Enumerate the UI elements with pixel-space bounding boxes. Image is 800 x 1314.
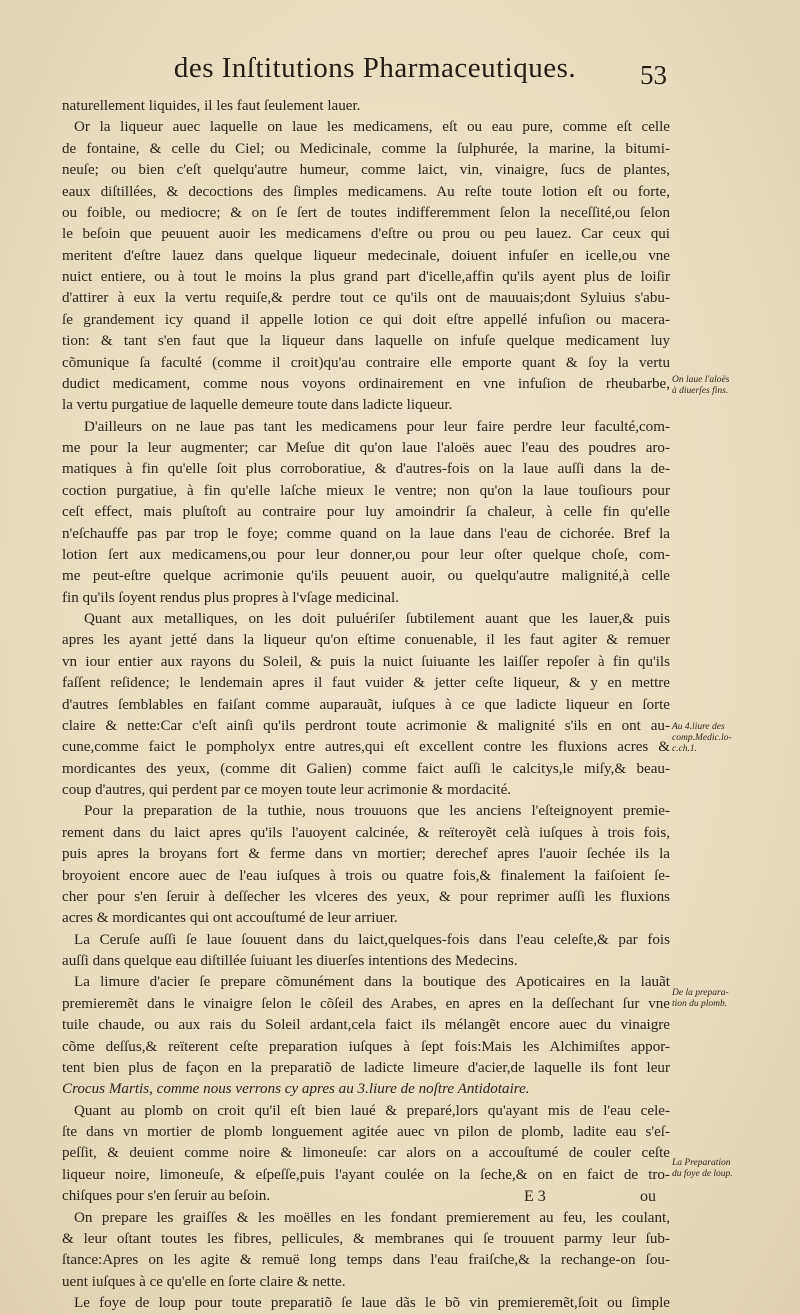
catchword: ou [640,1188,656,1205]
margin-note-line: tion du plomb. [672,999,728,1009]
text-line: de fontaine, & celle du Ciel; ou Medicinale, comme la ſulphurée, la marine, la bitumi- [62,140,670,157]
margin-note-line: La Preparation [672,1158,731,1168]
text-line: neuſe; ou bien c'eſt quelqu'autre humeur, comme laict, vin, vinaigre, ſucs de plantes, [62,162,670,179]
text-line: Le foye de loup pour toute preparatiõ ſe laue dãs le bõ vin premieremẽt,ſoit ou ſimple [74,1295,670,1311]
text-line: naturellement liquides, il les faut ſeulement lauer. [62,98,361,114]
signature-mark: E 3 [524,1188,546,1205]
text-line: peſſit, & deuient comme noire & limoneuſe: car alors on a accouſtumé de couler ceſte [62,1145,670,1162]
text-line: D'ailleurs on ne laue pas tant les medicamens pour leur faire perdre leur faculté,com- [84,418,670,435]
text-line: fin qu'ils ſoyent rendus plus propres à l'vſage medicinal. [62,589,400,606]
text-line: le beſoin que peuuent auoir les medicamens d'eſtre ou prou ou peu lauez. Car ceux qui [62,226,670,243]
text-line: ceſt effect, mais pluſtoſt au contraire pour luy amoindrir ſa chaleur, à celle fin qu'elle [62,504,670,521]
text-line: la vertu purgatiue de laquelle demeure toute dans ladicte liqueur. [62,397,453,414]
main-text [62,96,670,1314]
text-line: premieremẽt dans le vinaigre ſelon le cõſeil des Arabes, en apres en la deſſechant ſur vne [62,995,670,1012]
text-line: puis apres la broyans fort & ferme dans vn mortier; derechef apres l'auoir ſechée ils la [62,846,670,863]
margin-note-line: à diuerſes fins. [672,386,729,396]
text-line: coup d'autres, qui perdent par ce moyen toute leur acrimonie & mordacité. [62,782,512,798]
text-line: faſſent reſidence; le lendemain apres il faut vuider & jetter ceſte liqueur, & y en mettre [62,675,670,692]
text-line: ou foible, ou mediocre; & on ſe ſert de toutes indifferemment ſelon la neceſſité,ou ſelon [62,204,670,221]
text-line: & leur oſtant toutes les fibres, pellicules, & membranes qui ſe trouuent parmy leur ſub- [62,1230,670,1247]
text-line: auſſi dans quelque eau diſtillée ſuiuant les diuerſes intentions des Medecins. [62,953,518,969]
text-line: n'eſchauffe pas par trop le foye; comme quand on la laue dans l'eau de cichorée. Bref la [62,525,670,542]
text-line: rement dans du laict apres qu'ils l'auoyent calcinée, & reïteroyẽt celà iuſques à trois fois, [62,824,670,841]
text-line: Crocus Martis, comme nous verrons cy apres au 3.liure de noſtre Antidotaire. [62,1081,530,1098]
text-line: matiques à fin qu'elle ſoit plus corroboratiue, & d'autres-fois on la laue auſſi dans la de- [62,461,670,478]
margin-note-loup [672,1158,784,1180]
text-line: La limure d'acier ſe prepare cõmunément dans la boutique des Apoticaires en la lauãt [74,974,670,991]
text-line: mordicantes des yeux, (comme dit Galien) comme faict auſſi le calcitys,le miſy,& beau- [62,760,670,777]
margin-note-line: comp.Medic.lo- [672,733,732,743]
text-line: cher pour s'en ſeruir à deſſecher les vlceres des yeux, & pour reprimer auſſi les fluxions [62,888,670,905]
text-line: broyoient encore auec de l'eau iuſques à trois ou quatre fois,& finalement la faiſoient ſe- [62,867,670,884]
text-line: ſe grandement icy quand il appelle lotion ce qui doit eſtre appellé infuſion ou macera- [62,311,670,328]
text-line: me peut-eſtre quelque acrimonie qu'ils peuuent auoir, ou quelqu'autre malignité,à celle [62,568,670,585]
margin-note-line: De la prepara- [672,988,729,998]
text-line: vn iour entier aux rayons du Soleil, & puis la nuict ſuiuante les laiſſer repoſer à fin qu'ils [62,653,670,670]
page-title: des Inſtitutions Pharmaceutiques. [173,52,577,84]
text-line: meritent d'eſtre lauez dans quelque liqueur medecinale, doiuent infuſer en icelle,ou vne [62,247,670,264]
text-line: liqueur noire, limoneuſe, & eſpeſſe,puis l'ayant coulée on la ſeche,& on en faict de tro- [62,1166,670,1183]
text-line: coction purgatiue, à fin qu'elle laſche mieux le ventre; non qu'on la laue touſiours pour [62,482,670,499]
margin-note-line: On laue l'aloës [672,375,730,385]
text-line: Pour la preparation de la tuthie, nous trouuons que les anciens l'eſteignoyent premie- [84,803,670,820]
margin-note-line: Au 4.liure des [672,722,725,732]
text-line: tent bien plus de façon en la preparatiõ de ladicte limeure d'acier,de laquelle ils font leur [62,1059,670,1076]
text-line: nuict entiere, ou à tout le moins la plus grand part d'icelle,affin qu'ils ayent plus de loiſir [62,269,670,285]
text-line: On prepare les graiſſes & les moëlles en les fondant premierement au feu, les coulant, [74,1209,670,1226]
page-number: 53 [640,60,667,90]
text-line: chiſques pour s'en ſeruir au beſoin. [62,1188,271,1205]
text-line: lotion ſert aux medicamens,ou pour leur donner,ou pour leur oſter quelque choſe, com- [62,546,670,563]
text-line: uent iuſques à ce qu'elle en ſorte claire & nette. [62,1273,346,1290]
margin-note-plomb [672,988,784,1010]
text-line: cõme deſſus,& reïterent ceſte preparation iuſques à ſept fois:Mais les Alchimiſtes appor- [62,1038,670,1055]
text-line: tuile chaude, ou aux rais du Soleil ardant,cela faict ils mélangẽt encore auec du vinaigre [62,1017,670,1034]
margin-note-line: c.ch.1. [672,744,698,754]
page-footer [0,1188,800,1212]
text-line: d'autres ſemblables en faiſant comme auparauãt, iuſques à ce que ladicte liqueur en ſorte [62,696,670,713]
text-line: d'attirer à eux la vertu requiſe,& perdre tout ce qu'ils ont de mauuais;dont Syluius s'abu- [62,290,670,307]
text-line: eaux diſtillées, & decoctions des ſimples medicamens. Au reſte toute lotion eſt ou forte, [62,183,670,200]
text-line: cõmunique ſa faculté (comme il croit)qu'au contraire elle emporte quant & ſoy la vertu [62,354,670,371]
text-line: tion: & tant s'en faut que la liqueur dans laquelle on infuſe quelque medicament luy [62,333,670,350]
text-line: acres & mordicantes qui ont accouſtumé de leur arriuer. [62,910,398,927]
text-line: cune,comme faict le pompholyx entre autres,qui eſt excellent contre les fluxions acres & [62,739,670,756]
text-line: dudict medicament, comme nous voyons ordinairement en vne infuſion de rheubarbe, [62,375,670,392]
text-line: ſte dans vn mortier de plomb longuement agitée auec vn pilon de plomb, ladite eau s'eſ- [62,1124,670,1140]
text-line: me pour la leur augmenter; car Meſue dit qu'on laue l'aloës auec l'eau des poudres aro- [62,440,670,456]
margin-note-aloes [672,375,784,397]
text-line: Quant aux metalliques, on les doit puluériſer ſubtilement auant que les lauer,& puis [84,611,670,627]
text-line: ſtance:Apres on les agite & remuë long temps dans l'eau fraiſche,& la rechange-on ſou- [62,1252,670,1269]
text-line: Quant au plomb on croit qu'il eſt bien laué & preparé,lors qu'ayant mis de l'eau cele- [74,1102,670,1119]
margin-note-tuthie [672,722,784,755]
text-line: La Ceruſe auſſi ſe laue ſouuent dans du laict,quelques-fois dans l'eau celeſte,& par fois [74,931,670,948]
text-line: apres les ayant jetté dans la liqueur qu'on eſtime conuenable, il les faut agiter & remuer [62,632,670,649]
running-head [0,52,800,102]
margin-note-line: du foye de loup. [672,1169,733,1179]
text-line: Or la liqueur auec laquelle on laue les medicamens, eſt ou eau pure, comme eſt celle [74,119,670,136]
text-line: claire & nette:Car c'eſt ainſi qu'ils perdront toute acrimonie & malignité s'ils en ont au- [62,717,670,734]
